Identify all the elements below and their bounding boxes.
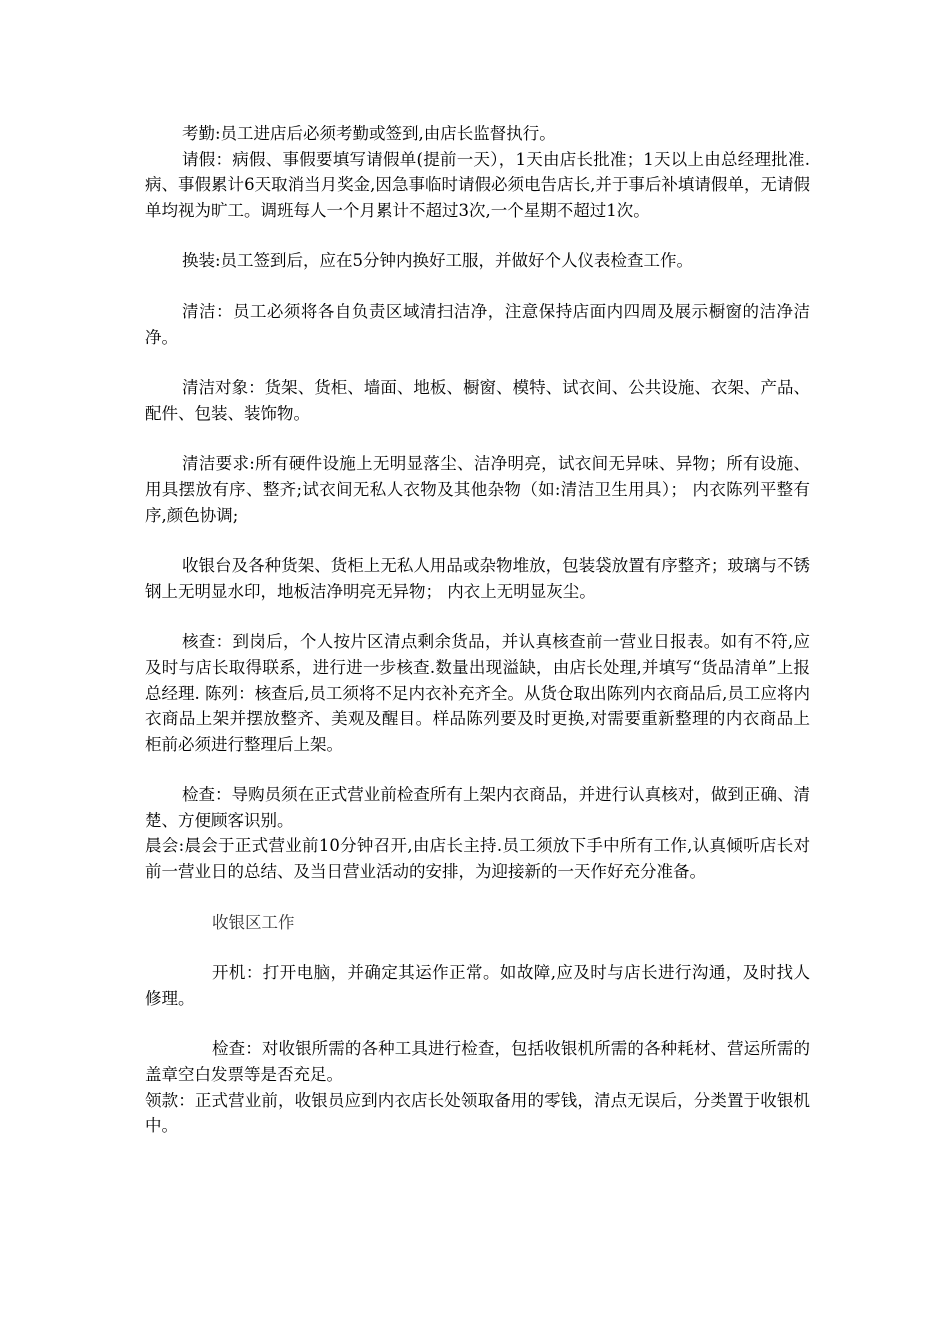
section-heading-cashier: 收银区工作: [212, 912, 295, 932]
paragraph-cleaning-objects: 清洁对象：货架、货柜、墙面、地板、橱窗、模特、试衣间、公共设施、衣架、产品、配件、包装、装饰物。: [145, 378, 810, 423]
paragraph-verification-display: 核查：到岗后，个人按片区清点剩余货品，并认真核查前一营业日报表。如有不符,应及时与店长取得联系，进行进一步核查.数量出现溢缺，由店长处理,并填写“货品清单”上报总经理. 陈列：核查后,员工须将不足内衣补充齐全。从货仓取出陈列内衣商品后,员工应将内衣商品上架并摆放整齐、美观及醒目。样品陈列要及时更换,对需要重新整理的内衣商品上柜前必须进行整理后上架。: [145, 632, 810, 754]
paragraph-inspection: 检查：导购员须在正式营业前检查所有上架内衣商品，并进行认真核对，做到正确、清楚、方便顾客识别。: [145, 785, 810, 830]
paragraph-cashier-check: 检查：对收银所需的各种工具进行检查，包括收银机所需的各种耗材、营运所需的盖章空白发票等是否充足。: [145, 1039, 810, 1085]
paragraph-attendance: 考勤:员工进店后必须考勤或签到,由店长监督执行。: [182, 124, 556, 143]
document-body: [145, 121, 810, 1139]
paragraph-morning-meeting: 晨会:晨会于正式营业前10分钟召开,由店长主持.员工须放下手中所有工作,认真倾听店长对前一营业日的总结、及当日营业活动的安排，为迎接新的一天作好充分准备。: [145, 836, 810, 882]
paragraph-cleaning: 清洁：员工必须将各自负责区域清扫洁净，注意保持店面内四周及展示橱窗的洁净洁净。: [145, 301, 810, 347]
paragraph-leave: 请假：病假、事假要填写请假单(提前一天），1天由店长批准；1天以上由总经理批准.病、事假累计6天取消当月奖金,因急事临时请假必须电告店长,并于事后补填请假单，无请假单均视为旷工。调班每人一个月累计不超过3次,一个星期不超过1次。: [145, 149, 810, 220]
paragraph-power-on: 开机：打开电脑，并确定其运作正常。如故障,应及时与店长进行沟通，及时找人修理。: [145, 963, 810, 1008]
paragraph-change-uniform: 换装:员工签到后，应在5分钟内换好工服，并做好个人仪表检查工作。: [182, 251, 694, 271]
paragraph-cleaning-requirements: 清洁要求:所有硬件设施上无明显落尘、洁净明亮，试衣间无异味、异物；所有设施、用具摆放有序、整齐;试衣间无私人衣物及其他杂物（如:清洁卫生用具）； 内衣陈列平整有序,颜色协调;: [145, 454, 810, 525]
paragraph-collect-cash: 领款：正式营业前，收银员应到内衣店长处领取备用的零钱，清点无误后，分类置于收银机中。: [145, 1090, 810, 1136]
paragraph-cashier-counter: 收银台及各种货架、货柜上无私人用品或杂物堆放，包装袋放置有序整齐；玻璃与不锈钢上无明显水印，地板洁净明亮无异物； 内衣上无明显灰尘。: [145, 556, 810, 601]
